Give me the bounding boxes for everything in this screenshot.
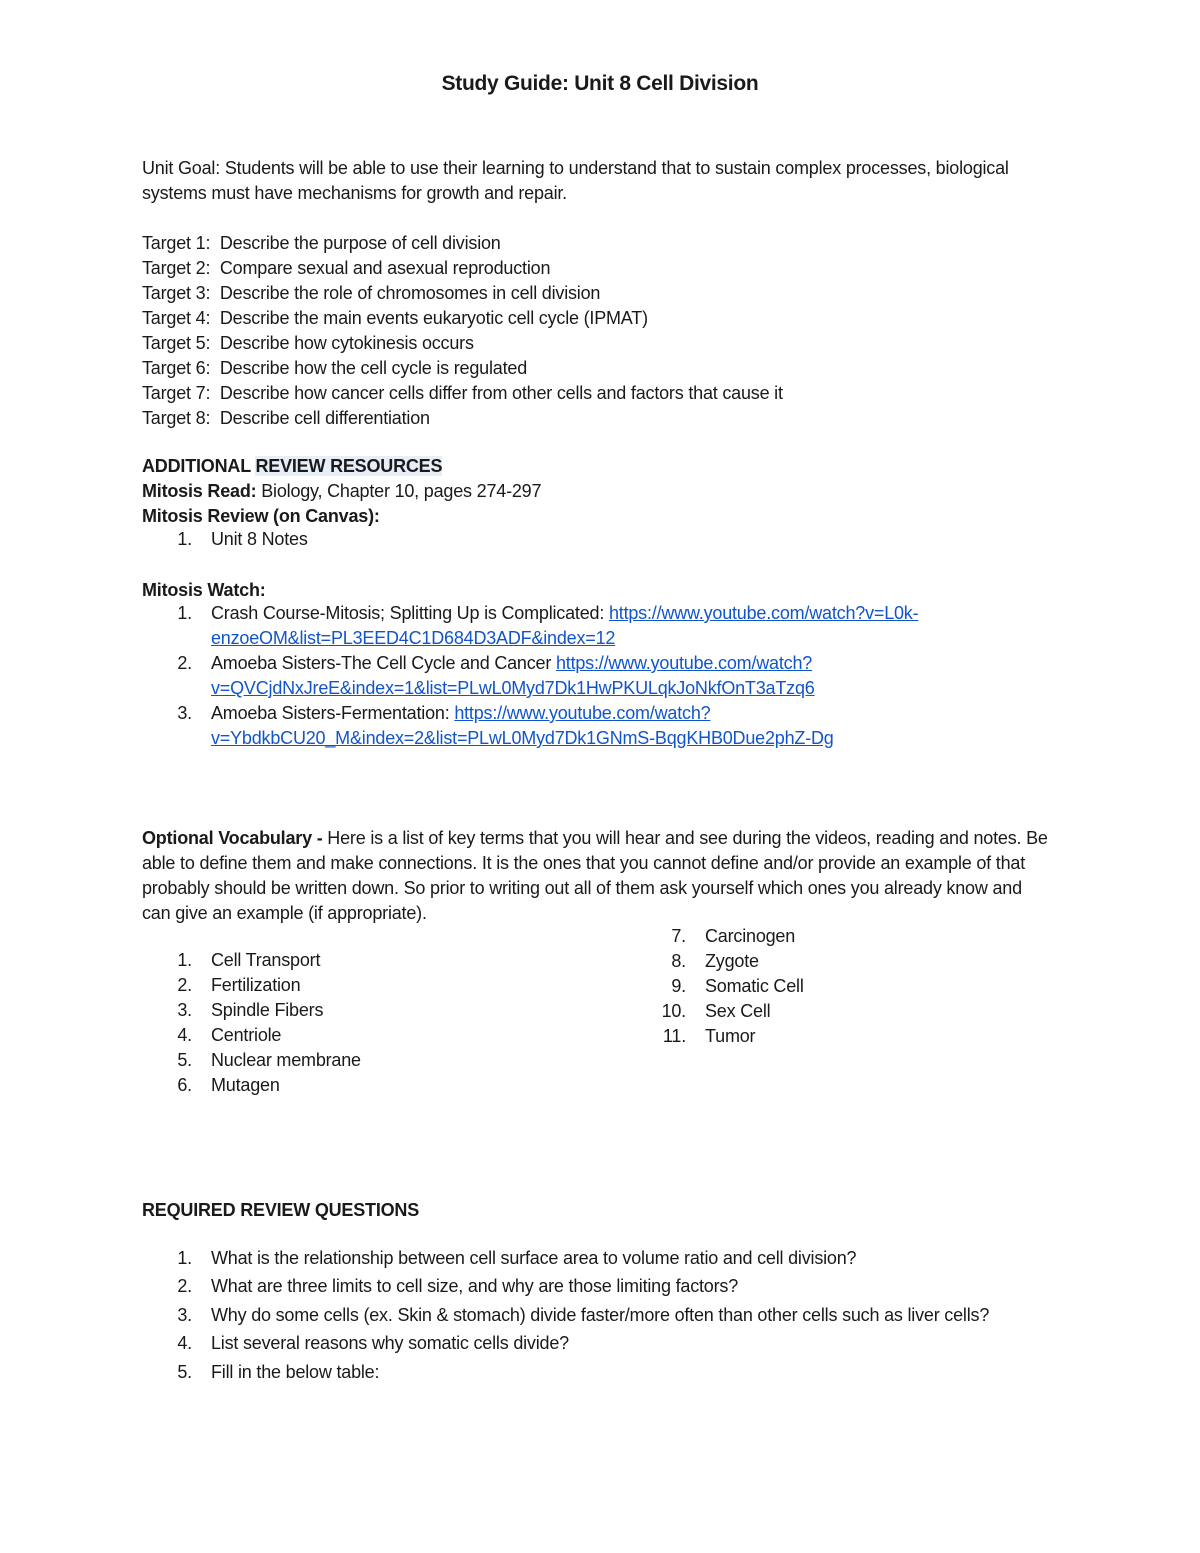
document-page: Study Guide: Unit 8 Cell Division Unit Goal: Students will be able to use their learning to understand that to sustain complex processes, biological systems must have mechanisms for growth and repair. Target 1: Describe the purpose of cell division Target 2: Compare sexual and asexual reproduction Target 3: Describe the role of chromosomes in cell division Target 4: Describe the main events eukaryotic cell cycle (IPMAT) Target 5: Describe how cytokinesis occurs Target 6: Describe how the cell cycle is regulated Target 7: Describe how cancer cells differ from other cells and factors that cause it Target 8: Describe cell differentiation ADDITIONAL REVIEW RESOURCES Mitosis Read: Biology, Chapter 10, pages 274-297 Mitosis Review (on Canvas): 1. Unit 8 Notes Mitosis Watch: 1. Crash Course-Mitosis; Splitting Up is Complicated: https://www.youtube.com/watch?v=L0k- enzoeOM&list=PL3EED4C1D684D3ADF&index=12 2. Amoeba Sisters-The Cell Cycle and Cancer https://www.youtube.com/watch? v=QVCjdNxJreE&index=1&list=PLwL0Myd7Dk1HwPKULqkJoNkfOnT3aTzq6 3. Amoeba Sisters-Fermentation: https://www.youtube.com/watch? v=YbdkbCU20_M&index=2&list=PLwL0Myd7Dk1GNmS-BqgKHB0Due2phZ-Dg Optional Vocabulary - Here is a list of key terms that you will hear and see during the videos, reading and notes. Be able to define them and make connections. It is the ones that you cannot define and/or provide an example of that probably should be written down. So prior to writing out all of them ask yourself which ones you already know and can give an example (if appropriate). 1. Cell Transport 2. Fertilization 3. Spindle Fibers 4. Centriole 5. Nuclear membrane 6. Mutagen 7. Carcinogen 8. Zygote 9. Somatic Cell 10. Sex Cell 11. Tumor REQUIRED REVIEW QUESTIONS 1. What is the relationship between cell surface area to volume ratio and cell division? 2. What are three limits to cell size, and why are those limiting factors? 3. Why do some cells (ex. Skin & stomach) divide faster/more often than other cells such as liver cells? 4. List several reasons why somatic cells divide? 5. Fill in the below table: — [0, 0, 1200, 1553]
unit-goal-text: Students will be able to use their learning to understand that to sustain complex processes, biological — [220, 158, 1009, 178]
mitosis-review-label: Mitosis Review (on Canvas): — [142, 506, 380, 526]
video-link[interactable]: https://www.youtube.com/watch?v=L0k- — [608, 603, 919, 623]
target-item: Target 5: Describe how cytokinesis occurs — [142, 333, 474, 353]
video-link[interactable]: https://www.youtube.com/watch? — [555, 653, 813, 673]
target-item: Target 2: Compare sexual and asexual reproduction — [142, 258, 551, 278]
vocab-section: Optional Vocabulary - Here is a list of key terms that you will hear and see during the videos, reading and notes. Be able to define them and make connections. It is the ones that you cannot define and/or provide an example of that probably should be written down. So prior to writing out all of them ask yourself which ones you already know and can give an example (if appropriate). — [142, 828, 1048, 923]
target-item: Target 7: Describe how cancer cells differ from other cells and factors that cause it — [142, 383, 783, 403]
questions-section — [142, 1198, 1062, 1223]
video-link-continued[interactable]: v=YbdkbCU20_M&index=2&list=PLwL0Myd7Dk1GNmS-BqgKHB0Due2phZ-Dg — [211, 728, 834, 748]
target-item: Target 4: Describe the main events eukaryotic cell cycle (IPMAT) — [142, 308, 648, 328]
resources-heading: ADDITIONAL REVIEW RESOURCES — [142, 456, 443, 476]
questions-heading: REQUIRED REVIEW QUESTIONS — [142, 1200, 420, 1220]
unit-goal-label: Unit Goal: — [142, 158, 221, 178]
target-item: Target 1: Describe the purpose of cell division — [142, 233, 501, 253]
video-link-continued[interactable]: enzoeOM&list=PL3EED4C1D684D3ADF&index=12 — [211, 628, 616, 648]
unit-goal-text-continued: systems must have mechanisms for growth and repair. — [142, 183, 567, 203]
target-item: Target 3: Describe the role of chromosomes in cell division — [142, 283, 601, 303]
mitosis-watch-label: Mitosis Watch: — [142, 580, 266, 600]
page-title: Study Guide: Unit 8 Cell Division — [441, 72, 759, 95]
video-link-continued[interactable]: v=QVCjdNxJreE&index=1&list=PLwL0Myd7Dk1HwPKULqkJoNkfOnT3aTzq6 — [211, 678, 815, 698]
mitosis-watch — [142, 578, 1062, 603]
resources-section — [142, 454, 1062, 529]
unit-goal — [142, 156, 1062, 206]
video-link[interactable]: https://www.youtube.com/watch? — [454, 703, 711, 723]
target-item: Target 6: Describe how the cell cycle is regulated — [142, 358, 528, 378]
target-item: Target 8: Describe cell differentiation — [142, 408, 430, 428]
mitosis-read: Mitosis Read: Biology, Chapter 10, pages 274-297 — [142, 481, 542, 501]
targets-list — [142, 231, 1062, 431]
vocab-label: Optional Vocabulary - — [142, 828, 323, 848]
